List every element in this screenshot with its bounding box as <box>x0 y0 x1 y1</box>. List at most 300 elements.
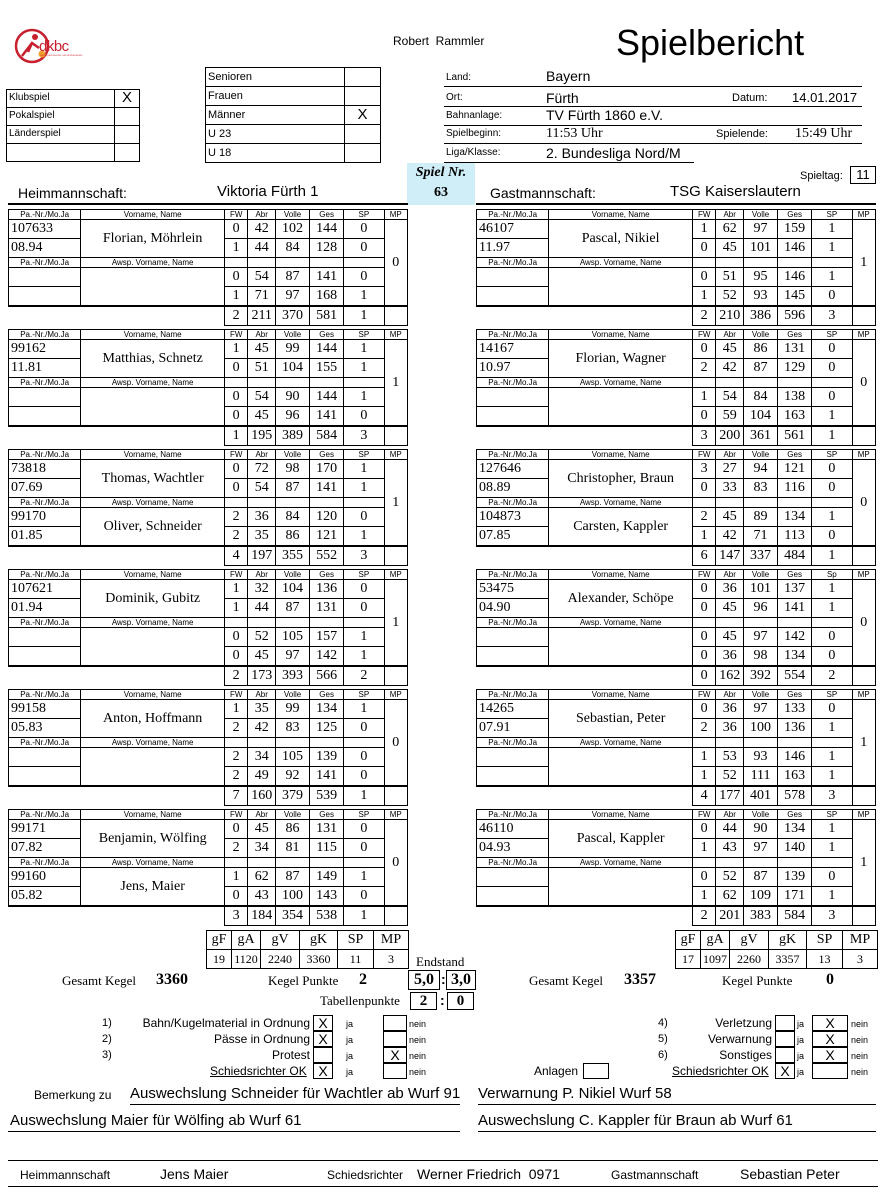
col-ges: Ges <box>778 330 812 340</box>
score-cell: 44 <box>716 820 744 839</box>
score-cell: 1 <box>224 580 247 599</box>
col-volle: Volle <box>744 330 778 340</box>
mp-value: 1 <box>852 220 875 307</box>
total-cell: 201 <box>716 906 744 926</box>
col-mp: MP <box>852 690 875 700</box>
sum-v: 1097 <box>701 950 730 969</box>
liga-label: Liga/Klasse: <box>446 147 501 158</box>
total-cell: 160 <box>248 786 276 806</box>
score-cell: 0 <box>224 460 247 479</box>
end-home-box <box>408 970 440 990</box>
guest-gk-label: Gesamt Kegel <box>529 973 604 988</box>
player-name: Christopher, Braun <box>549 460 693 498</box>
col-ges: Ges <box>310 210 344 220</box>
sub-player-name <box>81 388 225 427</box>
sub-birth-date <box>9 407 81 427</box>
score-cell: 35 <box>248 527 276 547</box>
guest-player-block <box>476 569 876 686</box>
total-cell: 1 <box>812 426 852 446</box>
col-volle: Volle <box>276 450 310 460</box>
sum-v: 3357 <box>769 950 807 969</box>
sum-h: gV <box>261 931 300 950</box>
col-fw: FW <box>692 690 715 700</box>
col-awsp: Awsp. Vorname, Name <box>549 618 693 628</box>
col-volle: Volle <box>744 810 778 820</box>
nein-label: nein <box>409 1035 427 1045</box>
score-cell: 2 <box>224 839 247 858</box>
score-cell: 1 <box>344 460 384 479</box>
check-nein-box[interactable] <box>383 1015 407 1031</box>
sr-ja-box[interactable] <box>775 1063 795 1079</box>
col-pa: Pa.-Nr./Mo.Ja <box>477 810 549 820</box>
col-name: Vorname, Name <box>81 810 225 820</box>
col-mp: MP <box>852 570 875 580</box>
check-nein-box[interactable] <box>383 1031 407 1047</box>
score-cell: 1 <box>692 388 715 407</box>
score-cell: 134 <box>778 647 812 667</box>
score-cell: 97 <box>276 647 310 667</box>
sub-birth-date: 05.82 <box>9 887 81 907</box>
sub-player-name <box>549 388 693 427</box>
score-cell: 0 <box>812 340 852 359</box>
score-cell: 1 <box>812 599 852 618</box>
score-cell: 2 <box>224 767 247 787</box>
score-cell: 43 <box>716 839 744 858</box>
total-cell: 379 <box>276 786 310 806</box>
score-cell: 101 <box>744 239 778 258</box>
score-cell: 1 <box>692 839 715 858</box>
col-mp: MP <box>384 810 407 820</box>
score-cell: 144 <box>310 388 344 407</box>
birth-date: 05.83 <box>9 719 81 738</box>
birth-date: 07.69 <box>9 479 81 498</box>
score-cell: 1 <box>812 719 852 738</box>
check-nein-box[interactable] <box>812 1031 848 1047</box>
score-cell: 1 <box>344 868 384 887</box>
sr-nein-box[interactable] <box>812 1063 848 1079</box>
total-cell: 184 <box>248 906 276 926</box>
total-cell: 370 <box>276 306 310 326</box>
footer-guest-label: Gastmannschaft <box>611 1168 699 1182</box>
total-cell: 484 <box>778 546 812 566</box>
col-mp: MP <box>852 330 875 340</box>
check-num: 4) <box>658 1017 668 1029</box>
score-cell: 84 <box>744 388 778 407</box>
score-cell: 0 <box>224 647 247 667</box>
score-cell: 0 <box>344 748 384 767</box>
col-fw: FW <box>224 330 247 340</box>
sub-pass-nr <box>477 268 549 287</box>
score-cell: 2 <box>224 527 247 547</box>
score-cell: 62 <box>716 887 744 907</box>
sub-birth-date <box>9 647 81 667</box>
score-cell: 44 <box>248 599 276 618</box>
score-cell: 84 <box>276 508 310 527</box>
col-volle: Volle <box>276 570 310 580</box>
score-cell: 149 <box>310 868 344 887</box>
col-volle: Volle <box>276 330 310 340</box>
sub-player-name: Jens, Maier <box>81 868 225 907</box>
end-guest-box <box>446 970 476 990</box>
check-ja-box[interactable] <box>775 1015 795 1031</box>
score-cell: 137 <box>778 580 812 599</box>
col-ges: Ges <box>310 570 344 580</box>
score-cell: 1 <box>344 700 384 719</box>
col-volle: Volle <box>744 570 778 580</box>
sub-player-name: Carsten, Kappler <box>549 508 693 547</box>
score-cell: 0 <box>692 820 715 839</box>
score-cell: 45 <box>248 340 276 359</box>
score-cell: 0 <box>344 599 384 618</box>
col-volle: Volle <box>276 210 310 220</box>
score-cell: 134 <box>310 700 344 719</box>
score-cell: 1 <box>812 767 852 787</box>
score-cell: 52 <box>248 628 276 647</box>
col-pa: Pa.-Nr./Mo.Ja <box>477 450 549 460</box>
score-cell: 87 <box>276 599 310 618</box>
category-label: Senioren <box>205 67 345 87</box>
score-cell: 0 <box>224 887 247 907</box>
score-cell: 99 <box>276 340 310 359</box>
score-cell: 1 <box>344 479 384 498</box>
col-volle: Volle <box>744 690 778 700</box>
score-cell: 0 <box>812 647 852 667</box>
col-mp: MP <box>852 810 875 820</box>
check-nein-box[interactable] <box>383 1047 407 1063</box>
mp-value: 1 <box>384 580 407 667</box>
score-cell: 170 <box>310 460 344 479</box>
score-cell: 52 <box>716 868 744 887</box>
sum-h: gF <box>207 931 232 950</box>
player-name: Florian, Möhrlein <box>81 220 225 258</box>
col-awsp: Awsp. Vorname, Name <box>549 378 693 388</box>
tab-label: Tabellenpunkte <box>320 993 400 1008</box>
score-cell: 1 <box>224 340 247 359</box>
col-sp: SP <box>344 210 384 220</box>
col-abr: Abr <box>248 450 276 460</box>
home-player-block <box>8 449 408 566</box>
score-cell: 2 <box>692 508 715 527</box>
sum-h: MP <box>374 931 409 950</box>
remark-2-left: Auswechslung Maier für Wölfing ab Wurf 61 <box>10 1112 302 1129</box>
score-cell: 141 <box>310 767 344 787</box>
footer-ref-label: Schiedsrichter <box>327 1168 404 1182</box>
logo-text: dkbc <box>39 38 69 55</box>
score-cell: 83 <box>276 719 310 738</box>
category-mark <box>344 124 381 144</box>
total-cell: 554 <box>778 666 812 686</box>
total-cell: 173 <box>248 666 276 686</box>
home-player-block <box>8 569 408 686</box>
col-volle: Volle <box>276 810 310 820</box>
score-cell: 1 <box>812 887 852 907</box>
col-awsp: Awsp. Vorname, Name <box>549 858 693 868</box>
birth-date: 10.97 <box>477 359 549 378</box>
player-name: Anton, Hoffmann <box>81 700 225 738</box>
score-cell: 0 <box>692 340 715 359</box>
nein-label: nein <box>409 1051 427 1061</box>
score-cell: 121 <box>310 527 344 547</box>
footer-home-label: Heimmannschaft <box>20 1168 111 1182</box>
col-awsp: Awsp. Vorname, Name <box>81 258 225 268</box>
col-ges: Ges <box>310 450 344 460</box>
check-ja-box[interactable] <box>775 1031 795 1047</box>
score-cell: 0 <box>344 887 384 907</box>
tab-guest-box <box>447 992 474 1010</box>
check-ja-box[interactable] <box>313 1031 333 1047</box>
score-cell: 84 <box>276 239 310 258</box>
footer-guest: Sebastian Peter <box>740 1166 840 1182</box>
sum-v: 13 <box>807 950 843 969</box>
sr-nein-box[interactable] <box>383 1063 407 1079</box>
check-nein-mark: X <box>825 1047 835 1063</box>
tab-home: 2 <box>419 993 428 1009</box>
sub-player-name: Oliver, Schneider <box>81 508 225 547</box>
ja-label: ja <box>797 1051 805 1061</box>
score-cell: 146 <box>778 748 812 767</box>
sub-pass-nr: 99170 <box>9 508 81 527</box>
category-mark: X <box>344 105 381 125</box>
score-cell: 87 <box>276 479 310 498</box>
pass-nr: 107633 <box>9 220 81 239</box>
sum-v: 3360 <box>300 950 338 969</box>
category-label: Männer <box>205 105 345 125</box>
col-name: Vorname, Name <box>549 570 693 580</box>
score-cell: 89 <box>744 508 778 527</box>
score-cell: 96 <box>276 407 310 427</box>
check-label: Bahn/Kugelmaterial in Ordnung <box>142 1016 310 1030</box>
col-awsp-pa: Pa.-Nr./Mo.Ja <box>9 618 81 628</box>
mp-value: 0 <box>384 220 407 307</box>
score-cell: 0 <box>224 388 247 407</box>
check-ja-box[interactable] <box>313 1047 333 1063</box>
score-cell: 36 <box>248 508 276 527</box>
type-label: Pokalspiel <box>6 107 115 126</box>
category-label: U 18 <box>205 143 345 163</box>
col-mp: MP <box>384 690 407 700</box>
guest-team-name: TSG Kaiserslautern <box>670 183 801 200</box>
pass-nr: 107621 <box>9 580 81 599</box>
check-num: 1) <box>102 1017 112 1029</box>
spiel-nr-value: 63 <box>434 185 448 200</box>
col-mp: MP <box>384 450 407 460</box>
bahn-value: TV Fürth 1860 e.V. <box>546 107 663 123</box>
score-cell: 97 <box>744 220 778 239</box>
col-awsp-pa: Pa.-Nr./Mo.Ja <box>477 378 549 388</box>
mp-value: 1 <box>852 820 875 907</box>
check-num: 3) <box>102 1049 112 1061</box>
score-cell: 0 <box>812 359 852 378</box>
score-cell: 0 <box>692 599 715 618</box>
score-cell: 97 <box>744 628 778 647</box>
player-name: Pascal, Nikiel <box>549 220 693 258</box>
ort-label: Ort: <box>446 92 463 103</box>
col-ges: Ges <box>778 570 812 580</box>
score-cell: 86 <box>276 527 310 547</box>
home-player-block <box>8 209 408 326</box>
score-cell: 3 <box>692 460 715 479</box>
pass-nr: 127646 <box>477 460 549 479</box>
sum-h: gF <box>676 931 701 950</box>
col-ges: Ges <box>310 810 344 820</box>
player-name: Sebastian, Peter <box>549 700 693 738</box>
check-ja-box[interactable] <box>775 1047 795 1063</box>
sr-ja-box[interactable] <box>313 1063 333 1079</box>
nein-label: nein <box>409 1019 427 1029</box>
check-label: Verletzung <box>715 1016 772 1030</box>
score-cell: 45 <box>716 239 744 258</box>
col-awsp: Awsp. Vorname, Name <box>549 498 693 508</box>
score-cell: 100 <box>744 719 778 738</box>
check-ja-mark: X <box>318 1031 328 1047</box>
total-cell: 2 <box>692 906 715 926</box>
score-cell: 0 <box>692 647 715 667</box>
col-pa: Pa.-Nr./Mo.Ja <box>477 330 549 340</box>
total-cell: 401 <box>744 786 778 806</box>
total-cell: 566 <box>310 666 344 686</box>
check-nein-mark: X <box>825 1031 835 1047</box>
datum-value: 14.01.2017 <box>792 90 858 105</box>
col-abr: Abr <box>716 330 744 340</box>
score-cell: 0 <box>692 479 715 498</box>
score-cell: 54 <box>248 268 276 287</box>
score-cell: 142 <box>778 628 812 647</box>
score-cell: 0 <box>812 700 852 719</box>
score-cell: 45 <box>248 820 276 839</box>
nein-label: nein <box>409 1067 427 1077</box>
sub-pass-nr <box>477 628 549 647</box>
sub-pass-nr <box>477 868 549 887</box>
score-cell: 1 <box>224 868 247 887</box>
page-title: Spielbericht <box>616 22 805 63</box>
home-player-block <box>8 329 408 446</box>
col-sp: SP <box>344 330 384 340</box>
sub-birth-date <box>477 287 549 307</box>
col-fw: FW <box>224 210 247 220</box>
footer-home: Jens Maier <box>160 1166 229 1182</box>
check-ja-mark: X <box>318 1015 328 1031</box>
score-cell: 141 <box>310 479 344 498</box>
score-cell: 0 <box>692 700 715 719</box>
spieltag-value: 11 <box>856 167 870 182</box>
col-abr: Abr <box>248 330 276 340</box>
check-num: 2) <box>102 1033 112 1045</box>
anlagen-label: Anlagen <box>534 1064 579 1078</box>
sum-v: 3 <box>374 950 409 969</box>
score-cell: 54 <box>716 388 744 407</box>
sub-player-name <box>549 628 693 667</box>
total-cell: 1 <box>812 546 852 566</box>
total-cell: 3 <box>812 786 852 806</box>
nein-label: nein <box>851 1067 869 1077</box>
check-nein-box[interactable] <box>812 1047 848 1063</box>
score-cell: 81 <box>276 839 310 858</box>
pass-nr: 14265 <box>477 700 549 719</box>
score-cell: 87 <box>744 868 778 887</box>
score-cell: 133 <box>778 700 812 719</box>
anlagen-box[interactable] <box>583 1063 609 1079</box>
remarks-label: Bemerkung zu <box>34 1088 112 1102</box>
check-nein-box[interactable] <box>812 1015 848 1031</box>
col-abr: Abr <box>716 810 744 820</box>
sub-player-name <box>81 748 225 787</box>
total-cell: 1 <box>344 906 384 926</box>
col-sp: SP <box>344 570 384 580</box>
end-guest: 3,0 <box>451 971 471 988</box>
tab-home-box <box>410 992 437 1010</box>
mp-value: 1 <box>384 460 407 547</box>
col-awsp-pa: Pa.-Nr./Mo.Ja <box>9 378 81 388</box>
birth-date: 04.90 <box>477 599 549 618</box>
guest-player-block <box>476 809 876 926</box>
sr-label: Schiedsrichter OK <box>210 1064 307 1078</box>
score-cell: 51 <box>248 359 276 378</box>
total-cell: 578 <box>778 786 812 806</box>
remark-2-right: Auswechslung C. Kappler für Braun ab Wurf 61 <box>478 1112 793 1129</box>
score-cell: 27 <box>716 460 744 479</box>
col-mp: MP <box>384 330 407 340</box>
col-awsp-pa: Pa.-Nr./Mo.Ja <box>9 258 81 268</box>
spieltag-label: Spieltag: <box>800 170 843 182</box>
home-player-block <box>8 809 408 926</box>
check-ja-box[interactable] <box>313 1015 333 1031</box>
score-cell: 1 <box>812 268 852 287</box>
score-cell: 0 <box>812 868 852 887</box>
score-cell: 2 <box>224 748 247 767</box>
score-cell: 32 <box>248 580 276 599</box>
score-cell: 140 <box>778 839 812 858</box>
score-cell: 1 <box>224 599 247 618</box>
col-awsp-pa: Pa.-Nr./Mo.Ja <box>9 498 81 508</box>
type-mark <box>114 107 140 126</box>
score-cell: 0 <box>344 839 384 858</box>
total-cell: 3 <box>812 306 852 326</box>
score-cell: 35 <box>248 700 276 719</box>
total-cell: 2 <box>224 666 247 686</box>
col-sp: SP <box>344 810 384 820</box>
birth-date: 08.89 <box>477 479 549 498</box>
col-pa: Pa.-Nr./Mo.Ja <box>477 690 549 700</box>
score-cell: 102 <box>276 220 310 239</box>
col-sp: SP <box>344 690 384 700</box>
score-cell: 33 <box>716 479 744 498</box>
col-abr: Abr <box>248 570 276 580</box>
pass-nr: 73818 <box>9 460 81 479</box>
col-name: Vorname, Name <box>81 330 225 340</box>
col-sp: Sp <box>812 570 852 580</box>
total-cell: 177 <box>716 786 744 806</box>
score-cell: 0 <box>812 287 852 307</box>
birth-date: 11.81 <box>9 359 81 378</box>
category-mark <box>344 143 381 163</box>
score-cell: 1 <box>344 527 384 547</box>
sum-v: 2240 <box>261 950 300 969</box>
col-abr: Abr <box>716 210 744 220</box>
score-cell: 0 <box>812 527 852 547</box>
total-cell: 4 <box>692 786 715 806</box>
sum-v: 19 <box>207 950 232 969</box>
col-name: Vorname, Name <box>81 210 225 220</box>
total-cell: 389 <box>276 426 310 446</box>
pass-nr: 14167 <box>477 340 549 359</box>
col-fw: FW <box>692 570 715 580</box>
col-fw: FW <box>692 810 715 820</box>
player-name: Alexander, Schöpe <box>549 580 693 618</box>
total-cell: 584 <box>778 906 812 926</box>
total-cell: 1 <box>224 426 247 446</box>
home-gk-value: 3360 <box>156 971 188 988</box>
spiel-nr-box <box>407 163 475 205</box>
